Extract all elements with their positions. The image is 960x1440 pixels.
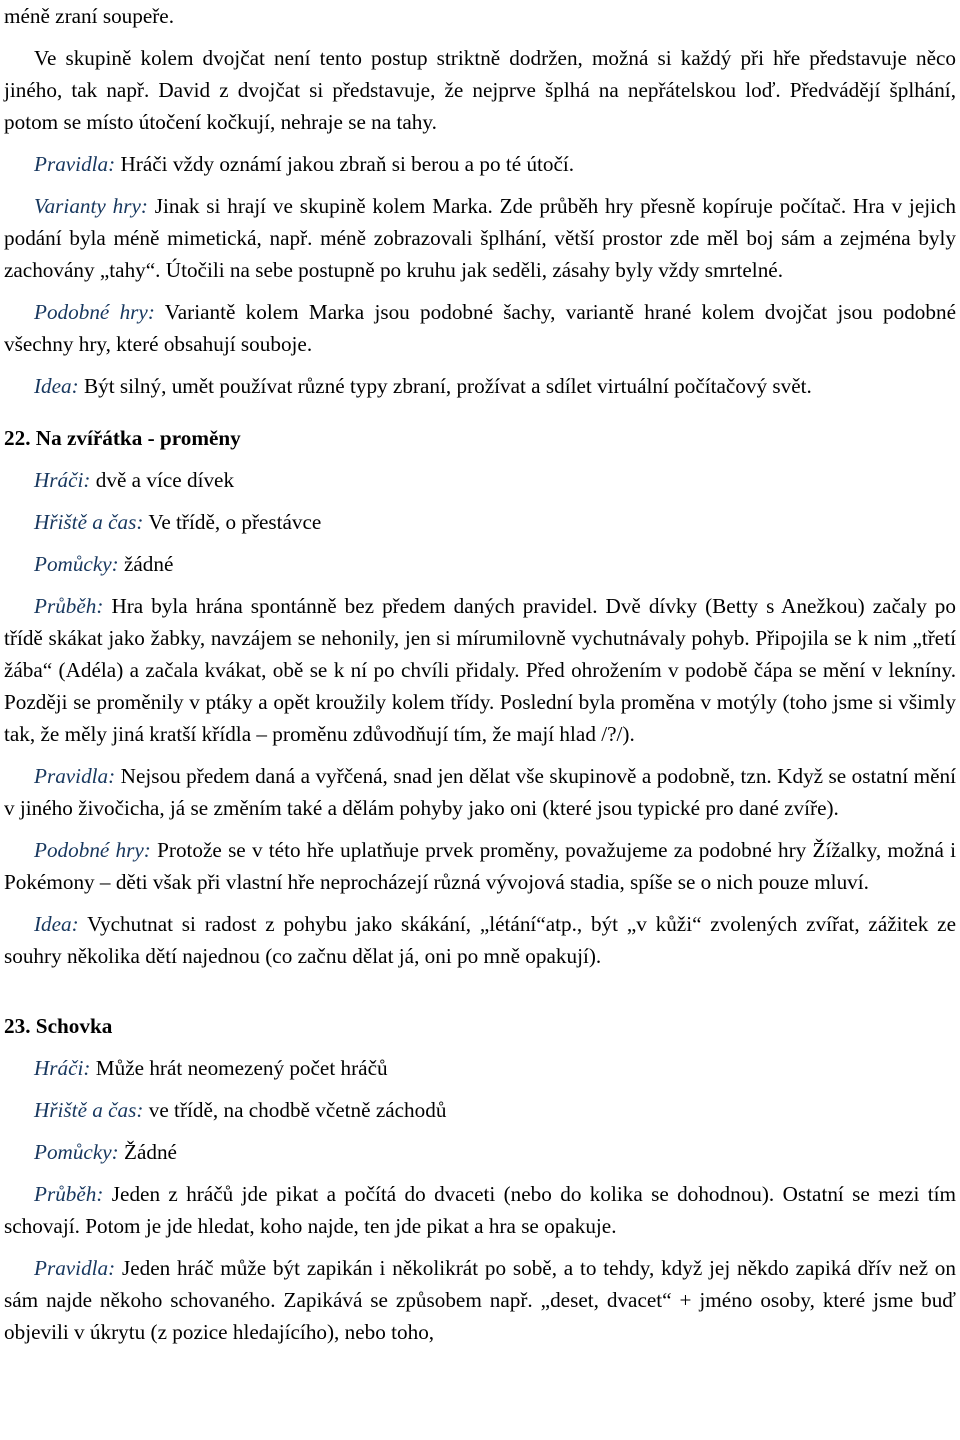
similar-22-text: Protože se v této hře uplatňuje prvek proměny, považujeme za podobné hry Žížalky, možná i Pokémony – děti však při vlastní hře neprocházejí různá vývojová stadia, spíše se o nich pouze mluví. (4, 838, 956, 894)
similar-22-label: Podobné hry: (34, 838, 151, 862)
field-players-23 (4, 1052, 956, 1084)
progress-label: Průběh: (34, 594, 104, 618)
place-time-23-label: Hřiště a čas: (34, 1098, 144, 1122)
similar-games-label: Podobné hry: (34, 300, 155, 324)
field-tools (4, 548, 956, 580)
paragraph-similar-22 (4, 834, 956, 898)
players-23-text: Může hrát neomezený počet hráčů (90, 1056, 388, 1080)
paragraph-idea (4, 370, 956, 402)
idea-22-label: Idea: (34, 912, 79, 936)
players-23-label: Hráči: (34, 1056, 91, 1080)
rules-22-text: Nejsou předem daná a vyřčená, snad jen dělat vše skupinově a podobně, tzn. Když se ostatní mění v jiného živočicha, já se změním také a dělám pohyby jako oni (které jsou typické pro dané zvíře). (4, 764, 956, 820)
tools-23-label: Pomůcky: (34, 1140, 119, 1164)
players-text: dvě a více dívek (90, 468, 235, 492)
progress-23-label: Průběh: (34, 1182, 104, 1206)
paragraph-rules-22 (4, 760, 956, 824)
field-tools-23 (4, 1136, 956, 1168)
place-time-label: Hřiště a čas: (34, 510, 144, 534)
paragraph-rules-23 (4, 1252, 956, 1348)
rules-22-label: Pravidla: (34, 764, 116, 788)
variants-text: Jinak si hrají ve skupině kolem Marka. Zde průběh hry přesně kopíruje počítač. Hra v jejich podání byla méně mimetická, např. méně zobrazovali šplhání, větší prostor zde měl boj sám a zejména byly zachovány „tahy“. Útočili na sebe postupně po kruhu jak seděli, zásahy byly vždy smrtelné. (4, 194, 956, 282)
idea-label: Idea: (34, 374, 79, 398)
paragraph-similar-games (4, 296, 956, 360)
players-label: Hráči: (34, 468, 91, 492)
paragraph-progress-23 (4, 1178, 956, 1242)
paragraph-continuation: méně zraní soupeře. (4, 4, 175, 28)
field-place-time (4, 506, 956, 538)
rules-text: Hráči vždy oznámí jakou zbraň si berou a po té útočí. (115, 152, 575, 176)
idea-text: Být silný, umět používat různé typy zbraní, prožívat a sdílet virtuální počítačový svět. (78, 374, 812, 398)
tools-label: Pomůcky: (34, 552, 119, 576)
place-time-23-text: ve třídě, na chodbě včetně záchodů (143, 1098, 447, 1122)
field-place-time-23 (4, 1094, 956, 1126)
section-heading-22: 22. Na zvířátka - proměny (4, 426, 241, 450)
place-time-text: Ve třídě, o přestávce (143, 510, 322, 534)
rules-label: Pravidla: (34, 152, 116, 176)
progress-text: Hra byla hrána spontánně bez předem daných pravidel. Dvě dívky (Betty s Anežkou) začaly po třídě skákat jako žabky, navzájem se nehonily, jen si mírumilovně vychutnávaly pohyb. Připojila se k nim „třetí žába“ (Adéla) a začala kvákat, obě se k ní po chvíli přidaly. Před ohrožením v podobě čápa se mění v lekníny. Později se proměnily v ptáky a opět kroužily kolem třídy. Poslední byla proměna v motýly (toho jsme si všimly tak, že měly jiná kratší křídla – proměnu zdůvodňují tím, že mají hlad /?/). (4, 594, 956, 746)
similar-games-text: Variantě kolem Marka jsou podobné šachy, variantě hrané kolem dvojčat jsou podobné všechny hry, které obsahují souboje. (4, 300, 956, 356)
paragraph-progress (4, 590, 956, 750)
rules-23-text: Jeden hráč může být zapikán i několikrát po sobě, a to tehdy, když jej někdo zapiká dřív než on sám najde někoho schovaného. Zapikává se způsobem např. „deset, dvacet“ + jméno osoby, které jsme buď objevili v úkrytu (z pozice hledajícího), nebo toho, (4, 1256, 956, 1344)
paragraph-twins-group: Ve skupině kolem dvojčat není tento postup striktně dodržen, možná si každý při hře představuje něco jiného, tak např. David z dvojčat si představuje, že nejprve šplhá na nepřátelskou loď. Předvádějí šplhání, potom se místo útočení kočkují, nehraje se na tahy. (4, 46, 956, 134)
progress-23-text: Jeden z hráčů jde pikat a počítá do dvaceti (nebo do kolika se dohodnou). Ostatní se mezi tím schovají. Potom je jde hledat, koho najde, ten jde pikat a hra se opakuje. (4, 1182, 956, 1238)
section-heading-23: 23. Schovka (4, 1014, 113, 1038)
idea-22-text: Vychutnat si radost z pohybu jako skákání, „létání“atp., být „v kůži“ zvolených zvířat, zážitek ze souhry několika dětí najednou (co začnu dělat já, oni po mně opakují). (4, 912, 956, 968)
paragraph-idea-22 (4, 908, 956, 972)
paragraph-rules (4, 148, 956, 180)
tools-text: žádné (118, 552, 174, 576)
variants-label: Varianty hry: (34, 194, 148, 218)
rules-23-label: Pravidla: (34, 1256, 116, 1280)
field-players (4, 464, 956, 496)
tools-23-text: Žádné (118, 1140, 177, 1164)
paragraph-variants (4, 190, 956, 286)
